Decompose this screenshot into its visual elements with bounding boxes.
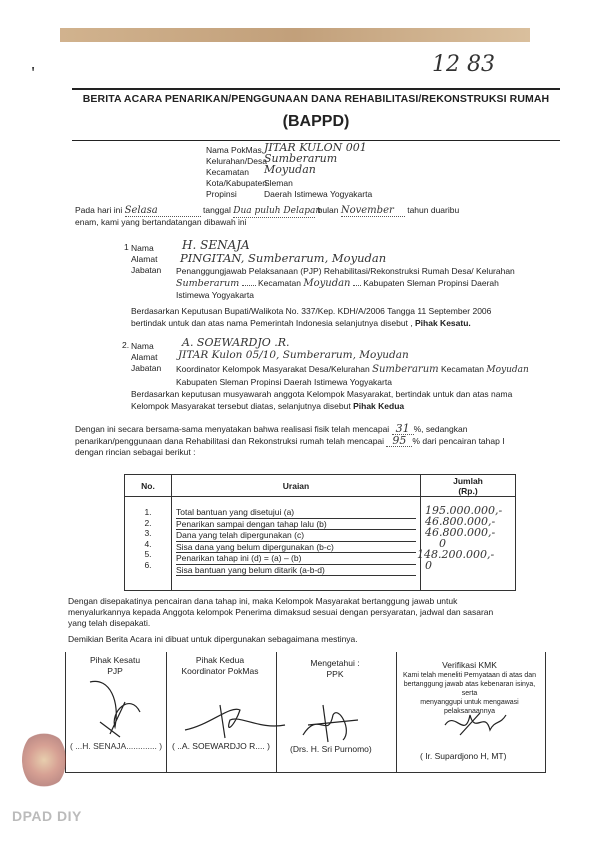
party1-nama-label: Nama <box>131 243 154 253</box>
table-uraian-cell <box>172 497 421 591</box>
fisik-percent: 31 <box>392 423 414 435</box>
closing-line2: menyalurkannya kepada Anggota kelompok Penerima dimaksud sesuai dengan persyaratan, jadwal dan sasaran <box>68 607 494 617</box>
kota-label: Kota/Kabupaten <box>206 178 267 188</box>
party1-role: Pihak Kesatu. <box>415 318 471 328</box>
party1-kabupaten-text: Kabupaten Sleman Propinsi Daerah <box>363 278 499 288</box>
sig2-title1: Pihak Kedua <box>195 655 245 665</box>
party1-jabatan-text4: Istimewa Yogyakarta <box>176 290 254 300</box>
document-title: BERITA ACARA PENARIKAN/PENGGUNAAN DANA REHABILITASI/REKONSTRUKSI RUMAH <box>82 93 550 105</box>
kelurahan-label: Kelurahan/Desa <box>206 156 267 166</box>
agreement-line2 <box>75 435 505 447</box>
sig2-name: ( ..A. SOEWARDJO R.... ) <box>172 741 270 751</box>
sig4-title1: Verifikasi KMK <box>442 660 497 670</box>
party2-jabatan-text3: Kabupaten Sleman Propinsi Daerah Istimewa Yogyakarta <box>176 377 392 387</box>
row-uraian: Dana yang telah dipergunakan (c) <box>176 530 416 542</box>
party2-jabatan-kecamatan: Moyudan <box>486 365 529 375</box>
row-jumlah: 148.200.000,- <box>417 548 495 561</box>
sig1-title1: Pihak Kesatu <box>89 655 141 665</box>
row-uraian: Penarikan tahap ini (d) = (a) – (b) <box>176 553 416 565</box>
party1-alamat-label: Alamat <box>131 254 158 264</box>
party1-kecamatan-label: Kecamatan <box>257 278 301 288</box>
agreement-text1b: %, sedangkan <box>413 424 468 434</box>
closing-p1 <box>68 596 493 629</box>
sig2-title2: Koordinator PokMas <box>181 666 259 676</box>
sig1-title2: PJP <box>107 666 123 676</box>
tanggal-label: tanggal <box>203 205 231 215</box>
signature-1 <box>80 672 150 742</box>
row-jumlah: 0 <box>439 537 446 550</box>
party2-number: 2. <box>122 340 130 350</box>
row-uraian: Sisa dana yang belum dipergunakan (b-c) <box>176 542 416 554</box>
party1-jabatan-label: Jabatan <box>131 265 162 275</box>
bulan-label: bulan <box>317 205 339 215</box>
hari-value: Selasa <box>125 205 201 217</box>
paper-edge <box>60 28 530 42</box>
tahun-label: tahun duaribu <box>407 205 460 215</box>
row-no: 1. <box>144 507 152 517</box>
row-no: 4. <box>144 538 152 549</box>
kecamatan-label: Kecamatan <box>206 167 249 177</box>
party2-role: Pihak Kedua <box>353 401 405 411</box>
party1-basis2 <box>131 318 471 329</box>
party2-basis2-text: Kelompok Masyarakat tersebut diatas, selanjutnya disebut <box>131 401 351 411</box>
party2-labels <box>131 341 171 374</box>
propinsi-label: Propinsi <box>206 189 237 199</box>
col-uraian: Uraian <box>172 475 421 497</box>
party1-labels <box>131 243 171 276</box>
intro-line2: enam, kami yang bertandatangan dibawah ini <box>75 217 247 227</box>
row-jumlah: 46.800.000,- <box>425 515 496 528</box>
sig3-name: (Drs. H. Sri Purnomo) <box>290 744 372 754</box>
row-no: 5. <box>144 549 152 559</box>
row-no: 6. <box>144 559 152 570</box>
row-jumlah: 46.800.000,- <box>425 526 496 539</box>
agreement-text2: penarikan/penggunaan dana Rehabilitasi dan Rekonstruksi rumah telah mencapai <box>75 436 385 446</box>
pada-hari: Pada hari ini <box>75 205 123 215</box>
party1-number: 1 <box>124 242 129 252</box>
party2-jabatan-label: Jabatan <box>131 363 162 373</box>
agreement-line1 <box>75 423 467 435</box>
pokmas-value: JITAR KULON 001 <box>264 141 367 154</box>
signature-4 <box>440 705 510 743</box>
sig4-note1: Kami telah meneliti Pernyataan di atas dan <box>402 672 537 679</box>
kota-value: Sleman <box>264 178 293 188</box>
row-uraian: Total bantuan yang disetujui (a) <box>176 507 416 519</box>
row-no: 3. <box>144 528 152 538</box>
sig3-title <box>275 658 395 680</box>
row-jumlah: 0 <box>425 559 432 572</box>
document-code: (BAPPD) <box>282 113 350 130</box>
kecamatan-value: Moyudan <box>264 163 316 176</box>
bulan-value: November <box>341 205 405 217</box>
table-body <box>125 497 516 591</box>
row-no: 2. <box>144 517 152 528</box>
row-uraian: Penarikan sampai dengan tahap lalu (b) <box>176 519 416 531</box>
party2-nama-label: Nama <box>131 341 154 351</box>
sig4-note3: menyanggupi untuk mengawasi pelaksanaannya <box>420 699 519 715</box>
party1-basis1: Berdasarkan Keputusan Bupati/Walikota No. 337/Kep. KDH/A/2006 Tangga 11 September 2006 <box>131 306 492 316</box>
dana-percent: 95 <box>386 435 412 447</box>
col-jumlah <box>421 475 516 497</box>
sig1-name: ( ...H. SENAJA............. ) <box>70 741 163 751</box>
party2-jabatan-text1: Koordinator Kelompok Masyarakat Desa/Kelurahan <box>176 364 370 374</box>
archive-seal <box>22 730 66 790</box>
closing-line3: yang telah disepakati. <box>68 618 151 628</box>
kelurahan-value: Sumberarum <box>264 152 338 165</box>
party2-alamat-label: Alamat <box>131 352 158 362</box>
agreement-text2b: % dari pencairan tahap I <box>412 436 505 446</box>
party2-jabatan-line1 <box>176 364 529 376</box>
row-jumlah: 195.000.000,- <box>425 504 503 517</box>
sig3-title2: PPK <box>326 669 344 679</box>
identity-labels <box>206 145 267 200</box>
pokmas-label: Nama PokMas <box>206 145 262 155</box>
col-jumlah-label: Jumlah <box>453 475 483 486</box>
document-number: 12 83 <box>432 52 495 77</box>
agreement-line3: dengan rincian sebagai berikut : <box>75 447 196 457</box>
party1-alamat: PINGITAN, Sumberarum, Moyudan <box>180 251 387 265</box>
party2-kecamatan-label: Kecamatan <box>441 364 485 374</box>
watermark: DPAD DIY <box>12 808 82 824</box>
signature-2 <box>180 700 290 740</box>
rincian-table <box>124 474 516 591</box>
propinsi-value: Daerah Istimewa Yogyakarta <box>264 189 373 199</box>
sig2-title <box>165 655 275 677</box>
party1-nama: H. SENAJA <box>182 238 250 252</box>
party1-jabatan-desa: Sumberarum <box>176 278 240 289</box>
table-no-cell <box>125 497 172 591</box>
table-jumlah-cell <box>417 497 516 591</box>
tanggal-value: Dua puluh Delapan <box>233 206 322 216</box>
row-uraian: Sisa bantuan yang belum ditarik (a-b-d) <box>176 565 416 577</box>
party1-jabatan-kecamatan: Moyudan <box>303 278 351 289</box>
party2-alamat: JITAR Kulon 05/10, Sumberarum, Moyudan <box>178 349 409 361</box>
party1-jabatan-line2 <box>176 278 499 289</box>
party1-basis2-text: bertindak untuk dan atas nama Pemerintah Indonesia selanjutnya disebut , <box>131 318 413 328</box>
party2-nama: A. SOEWARDJO .R. <box>182 336 290 349</box>
closing-line1: Dengan disepakatinya pencairan dana tahap ini, maka Kelompok Masyarakat bertanggung jawab untuk <box>68 596 458 606</box>
table-header <box>125 475 516 497</box>
col-no: No. <box>125 475 172 497</box>
party1-jabatan-text1: Penanggungjawab Pelaksanaan (PJP) Rehabilitasi/Rekonstruksi Rumah Desa/ Kelurahan <box>176 266 515 276</box>
sig4-note2: bertanggung jawab atas kebenaran isinya, serta <box>403 681 536 697</box>
sig4-name: ( Ir. Supardjono H, MT) <box>420 751 507 761</box>
signature-3 <box>298 700 368 744</box>
agreement-text1: Dengan ini secara bersama-sama menyatakan bahwa realisasi fisik telah mencapai <box>75 424 390 434</box>
col-jumlah-unit: (Rp.) <box>458 485 478 496</box>
closing-p2: Demikian Berita Acara ini dibuat untuk dipergunakan sebagaimana mestinya. <box>68 634 358 644</box>
party2-basis1: Berdasarkan keputusan musyawarah anggota Kelompok Masyarakat, bertindak untuk dan atas nama <box>131 389 513 399</box>
party2-basis2 <box>131 401 404 412</box>
sig3-title1: Mengetahui : <box>310 658 360 668</box>
party2-jabatan-desa: Sumberarum <box>372 364 439 375</box>
